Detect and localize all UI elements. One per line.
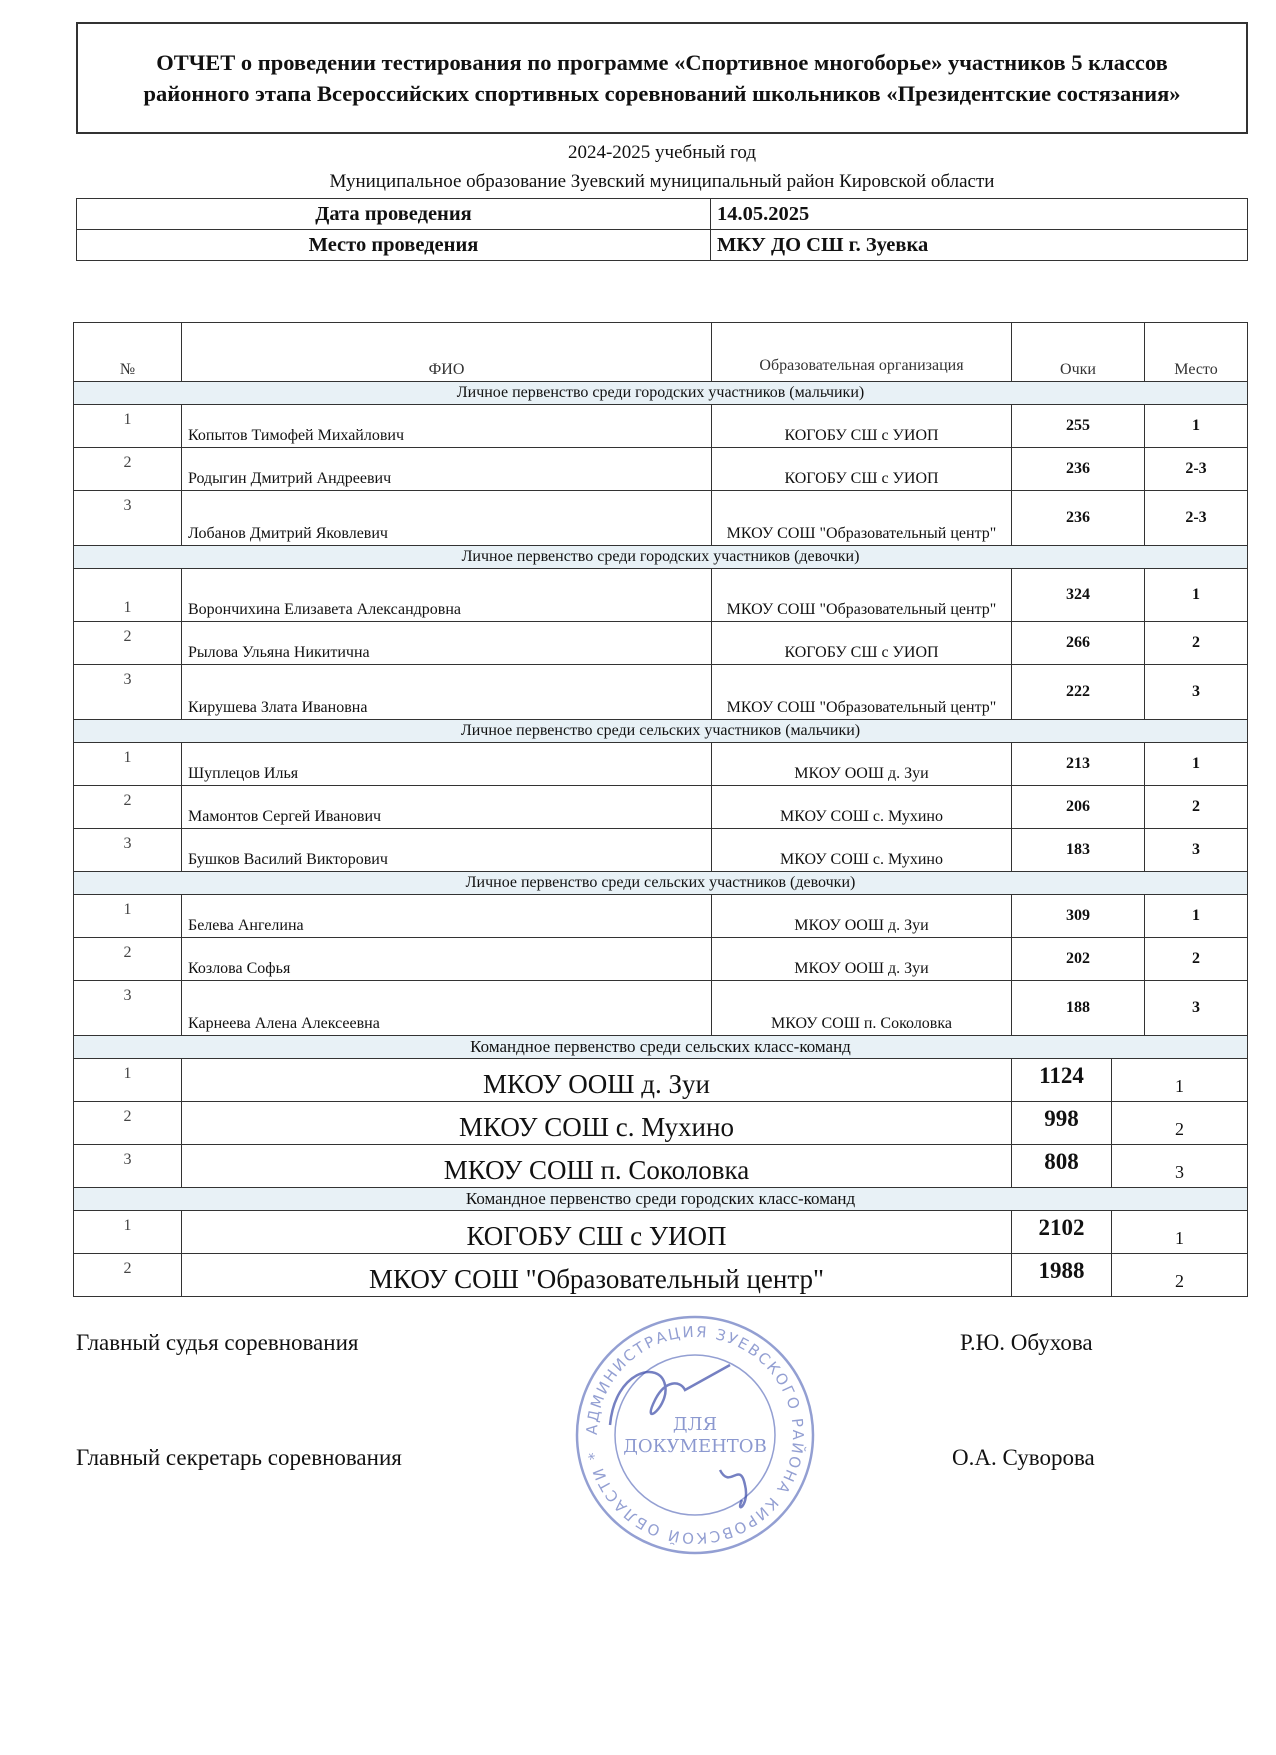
place: 2-3 <box>1145 448 1248 491</box>
team-name: МКОУ СОШ с. Мухино <box>182 1102 1012 1145</box>
participant-name: Карнеева Алена Алексеевна <box>182 981 712 1036</box>
place: 1 <box>1145 895 1248 938</box>
header-num: № <box>74 323 182 382</box>
organization: КОГОБУ СШ с УИОП <box>712 622 1012 665</box>
team-points: 1988 <box>1012 1254 1112 1297</box>
report-title-line-2: районного этапа Всероссийских спортивных соревнований школьников «Президентские состязания» <box>143 81 1181 106</box>
organization: МКОУ ООШ д. Зуи <box>712 743 1012 786</box>
participant-name: Бушков Василий Викторович <box>182 829 712 872</box>
team-place: 3 <box>1112 1145 1248 1188</box>
participant-name: Ворончихина Елизавета Александровна <box>182 569 712 622</box>
place: 3 <box>1145 665 1248 720</box>
header-points: Очки <box>1012 323 1145 382</box>
points: 266 <box>1012 622 1145 665</box>
row-number: 3 <box>74 981 182 1036</box>
secretary-name: О.А. Суворова <box>952 1445 1095 1470</box>
stamp-line-2: ДОКУМЕНТОВ <box>623 1436 767 1457</box>
organization: МКОУ СОШ "Образовательный центр" <box>712 569 1012 622</box>
table-row <box>74 622 1248 665</box>
section-header-row <box>74 872 1248 895</box>
stamp-ring-text: АДМИНИСТРАЦИЯ ЗУЕВСКОГО РАЙОНА КИРОВСКОЙ ОБЛАСТИ * <box>582 1322 808 1548</box>
row-number: 1 <box>74 405 182 448</box>
table-row <box>74 405 1248 448</box>
points: 309 <box>1012 895 1145 938</box>
official-stamp <box>570 1310 820 1560</box>
team-number: 1 <box>74 1059 182 1102</box>
participant-name: Кирушева Злата Ивановна <box>182 665 712 720</box>
participant-name: Козлова Софья <box>182 938 712 981</box>
points: 202 <box>1012 938 1145 981</box>
table-row <box>74 895 1248 938</box>
row-number: 1 <box>74 743 182 786</box>
participant-name: Копытов Тимофей Михайлович <box>182 405 712 448</box>
header-name: ФИО <box>182 323 712 382</box>
team-points: 808 <box>1012 1145 1112 1188</box>
date-label: Дата проведения <box>77 199 711 230</box>
judge-name: Р.Ю. Обухова <box>960 1330 1093 1355</box>
secretary-label: Главный секретарь соревнования <box>76 1445 402 1470</box>
participant-name: Шуплецов Илья <box>182 743 712 786</box>
table-row <box>74 981 1248 1036</box>
table-header-row <box>74 323 1248 382</box>
team-number: 3 <box>74 1145 182 1188</box>
report-title-box <box>76 22 1248 134</box>
section-header-row <box>74 382 1248 405</box>
team-row <box>74 1211 1248 1254</box>
participant-name: Родыгин Дмитрий Андреевич <box>182 448 712 491</box>
participant-name: Лобанов Дмитрий Яковлевич <box>182 491 712 546</box>
team-section-header-row <box>74 1036 1248 1059</box>
place-label: Место проведения <box>77 230 711 261</box>
header-org: Образовательная организация <box>712 323 1012 382</box>
team-section-title: Командное первенство среди сельских класс-команд <box>74 1036 1248 1059</box>
organization: МКОУ СОШ п. Соколовка <box>712 981 1012 1036</box>
team-points: 998 <box>1012 1102 1112 1145</box>
municipality: Муниципальное образование Зуевский муниципальный район Кировской области <box>329 171 995 192</box>
organization: МКОУ СОШ "Образовательный центр" <box>712 665 1012 720</box>
place-row <box>77 230 1248 261</box>
points: 213 <box>1012 743 1145 786</box>
participant-name: Белева Ангелина <box>182 895 712 938</box>
judge-label: Главный судья соревнования <box>76 1330 359 1355</box>
place: 2 <box>1145 786 1248 829</box>
team-place: 1 <box>1112 1059 1248 1102</box>
team-results-table <box>73 1035 1248 1297</box>
row-number: 2 <box>74 938 182 981</box>
header-place: Место <box>1145 323 1248 382</box>
place: 2 <box>1145 938 1248 981</box>
row-number: 1 <box>74 569 182 622</box>
place: 2 <box>1145 622 1248 665</box>
team-points: 1124 <box>1012 1059 1112 1102</box>
organization: МКОУ ООШ д. Зуи <box>712 895 1012 938</box>
section-title: Личное первенство среди сельских участников (мальчики) <box>74 720 1248 743</box>
organization: КОГОБУ СШ с УИОП <box>712 405 1012 448</box>
points: 324 <box>1012 569 1145 622</box>
participant-name: Рылова Ульяна Никитична <box>182 622 712 665</box>
school-year: 2024-2025 учебный год <box>567 142 757 163</box>
points: 222 <box>1012 665 1145 720</box>
team-row <box>74 1254 1248 1297</box>
event-info-table <box>76 198 1248 261</box>
organization: МКОУ СОШ "Образовательный центр" <box>712 491 1012 546</box>
team-name: МКОУ ООШ д. Зуи <box>182 1059 1012 1102</box>
stamp-line-1: ДЛЯ <box>672 1414 718 1435</box>
table-row <box>74 665 1248 720</box>
organization: КОГОБУ СШ с УИОП <box>712 448 1012 491</box>
team-number: 2 <box>74 1102 182 1145</box>
place: 3 <box>1145 981 1248 1036</box>
team-place: 2 <box>1112 1102 1248 1145</box>
team-name: КОГОБУ СШ с УИОП <box>182 1211 1012 1254</box>
place: 1 <box>1145 405 1248 448</box>
section-header-row <box>74 720 1248 743</box>
organization: МКОУ СОШ с. Мухино <box>712 829 1012 872</box>
table-row <box>74 829 1248 872</box>
team-points: 2102 <box>1012 1211 1112 1254</box>
team-place: 1 <box>1112 1211 1248 1254</box>
team-number: 2 <box>74 1254 182 1297</box>
place: 1 <box>1145 743 1248 786</box>
team-number: 1 <box>74 1211 182 1254</box>
team-row <box>74 1145 1248 1188</box>
place: 1 <box>1145 569 1248 622</box>
table-row <box>74 491 1248 546</box>
row-number: 3 <box>74 665 182 720</box>
place: 2-3 <box>1145 491 1248 546</box>
points: 236 <box>1012 491 1145 546</box>
table-row <box>74 448 1248 491</box>
team-row <box>74 1059 1248 1102</box>
team-row <box>74 1102 1248 1145</box>
organization: МКОУ ООШ д. Зуи <box>712 938 1012 981</box>
team-section-title: Командное первенство среди городских класс-команд <box>74 1188 1248 1211</box>
points: 183 <box>1012 829 1145 872</box>
points: 236 <box>1012 448 1145 491</box>
points: 206 <box>1012 786 1145 829</box>
points: 188 <box>1012 981 1145 1036</box>
row-number: 3 <box>74 829 182 872</box>
section-title: Личное первенство среди городских участников (девочки) <box>74 546 1248 569</box>
place-value: МКУ ДО СШ г. Зуевка <box>711 230 1248 261</box>
row-number: 3 <box>74 491 182 546</box>
row-number: 2 <box>74 448 182 491</box>
report-title-line-1: ОТЧЕТ о проведении тестирования по программе «Спортивное многоборье» участников 5 классов <box>156 50 1168 75</box>
row-number: 2 <box>74 786 182 829</box>
team-section-header-row <box>74 1188 1248 1211</box>
row-number: 2 <box>74 622 182 665</box>
section-title: Личное первенство среди городских участников (мальчики) <box>74 382 1248 405</box>
organization: МКОУ СОШ с. Мухино <box>712 786 1012 829</box>
row-number: 1 <box>74 895 182 938</box>
team-name: МКОУ СОШ п. Соколовка <box>182 1145 1012 1188</box>
points: 255 <box>1012 405 1145 448</box>
table-row <box>74 743 1248 786</box>
table-row <box>74 569 1248 622</box>
place: 3 <box>1145 829 1248 872</box>
section-header-row <box>74 546 1248 569</box>
date-value: 14.05.2025 <box>711 199 1248 230</box>
section-title: Личное первенство среди сельских участников (девочки) <box>74 872 1248 895</box>
participant-name: Мамонтов Сергей Иванович <box>182 786 712 829</box>
table-row <box>74 786 1248 829</box>
table-row <box>74 938 1248 981</box>
date-row <box>77 199 1248 230</box>
team-name: МКОУ СОШ "Образовательный центр" <box>182 1254 1012 1297</box>
individual-results-table <box>73 322 1248 1036</box>
team-place: 2 <box>1112 1254 1248 1297</box>
